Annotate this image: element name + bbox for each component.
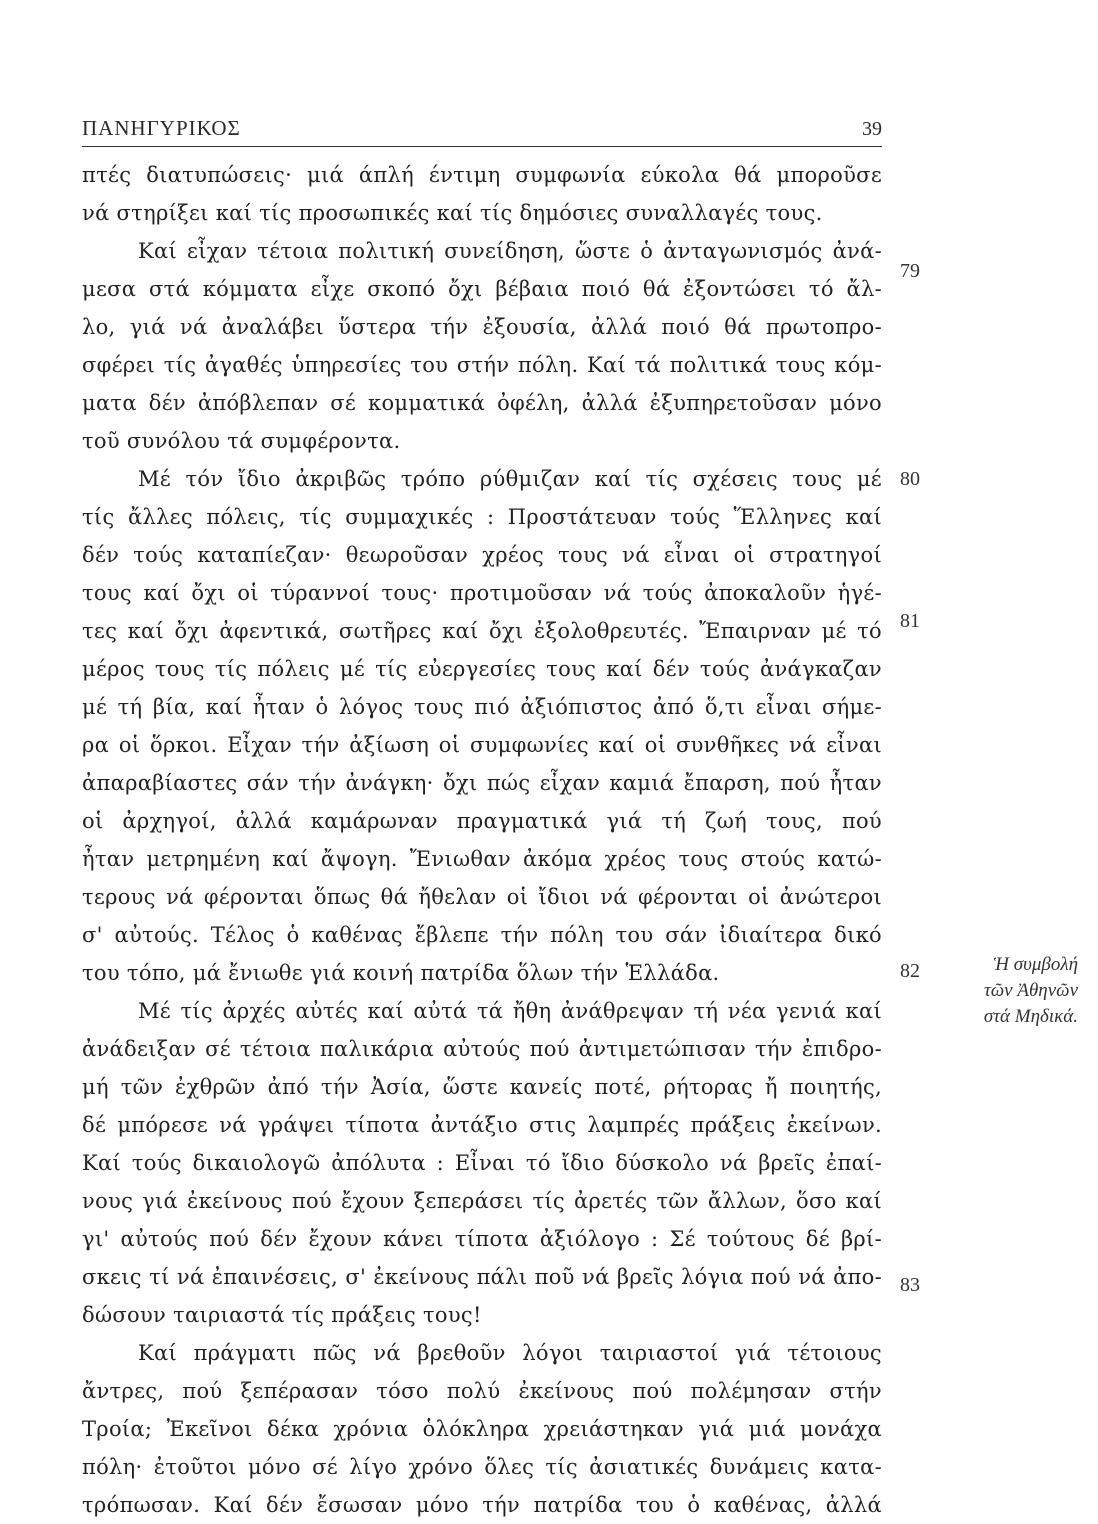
margin-note-line: τῶν Ἀθηνῶν — [983, 980, 1078, 1001]
text-line: δέ μπόρεσε νά γράψει τίποτα ἀντάξιο στις λαμπρές πράξεις ἐκείνων. — [82, 1113, 882, 1137]
text-line: μή τῶν ἐχθρῶν ἀπό τήν Ἀσία, ὥστε κανείς ποτέ, ρήτορας ἤ ποιητής, — [82, 1075, 882, 1099]
text-line: νά στηρίξει καί τίς προσωπικές καί τίς δημόσιες συναλλαγές τους. — [82, 201, 823, 225]
text-line: μεσα στά κόμματα εἶχε σκοπό ὄχι βέβαια ποιό θά ἐξοντώσει τό ἄλ- — [82, 277, 882, 301]
text-line: πτές διατυπώσεις· μιά άπλή έντιμη συμφωνία εύκολα θά μποροῦσε — [82, 163, 882, 187]
text-line: τους καί ὄχι οἱ τύραννοί τους· προτιμοῦσαν νά τούς ἀποκαλοῦν ἡγέ- — [82, 581, 882, 605]
section-marker-83: 83 — [900, 1274, 920, 1296]
text-line: δέν τούς καταπίεζαν· θεωροῦσαν χρέος τους νά εἶναι οἱ στρατηγοί — [82, 543, 882, 567]
text-line: ἀνάδειξαν σέ τέτοια παλικάρια αὐτούς πού ἀντιμετώπισαν τήν ἐπιδρο- — [82, 1037, 882, 1061]
text-line: ρα οἱ ὅρκοι. Εἶχαν τήν ἀξίωση οἱ συμφωνίες καί οἱ συνθῆκες νά εἶναι — [82, 733, 882, 757]
text-line: ἀπαραβίαστες σάν τήν ἀνάγκη· ὄχι πώς εἶχαν καμιά ἔπαρση, πού ἦταν — [82, 771, 882, 795]
text-line: τες καί ὄχι ἀφεντικά, σωτῆρες καί ὄχι ἐξολοθρευτές. Ἔπαιρναν μέ τό — [82, 619, 882, 643]
text-line: τρόπωσαν. Καί δέν ἔσωσαν μόνο τήν πατρίδα του ὁ καθένας, ἀλλά — [82, 1493, 882, 1517]
text-line: Καί εἶχαν τέτοια πολιτική συνείδηση, ὥστε ὁ ἀνταγωνισμός ἀνά- — [138, 239, 882, 263]
text-line: Καί τούς δικαιολογῶ ἀπόλυτα : Εἶναι τό ἴδιο δύσκολο νά βρεῖς ἐπαί- — [82, 1151, 882, 1175]
section-marker-81: 81 — [900, 610, 920, 632]
text-line: μέρος τους τίς πόλεις μέ τίς εὐεργεσίες τους καί δέν τούς ἀνάγκαζαν — [82, 657, 882, 681]
text-line: μέ τή βία, καί ἦταν ὁ λόγος τους πιό ἀξιόπιστος ἀπό ὅ,τι εἶναι σήμε- — [82, 695, 882, 719]
text-line: νους γιά ἐκείνους πού ἔχουν ξεπεράσει τίς ἀρετές τῶν ἄλλων, ὅσο καί — [82, 1189, 882, 1213]
margin-note-line: Ἡ συμβολή — [993, 954, 1078, 975]
running-head — [82, 116, 882, 148]
section-marker-79: 79 — [900, 260, 920, 282]
text-line: δώσουν ταιριαστά τίς πράξεις τους! — [82, 1303, 482, 1327]
text-line: σφέρει τίς ἀγαθές ὑπηρεσίες του στήν πόλη. Καί τά πολιτικά τους κόμ- — [82, 353, 882, 377]
text-line: πόλη· ἐτοῦτοι μόνο σέ λίγο χρόνο ὅλες τίς ἀσιατικές δυνάμεις κατα- — [82, 1455, 882, 1479]
body-text — [82, 156, 882, 1524]
section-marker-80: 80 — [900, 468, 920, 490]
text-line: γι' αὐτούς πού δέν ἔχουν κάνει τίποτα ἀξιόλογο : Σέ τούτους δέ βρί- — [82, 1227, 882, 1251]
text-line: οἱ ἀρχηγοί, ἀλλά καμάρωναν πραγματικά γιά τή ζωή τους, πού — [82, 809, 882, 833]
margin-note-line: στά Μηδικά. — [983, 1006, 1078, 1027]
text-line: Μέ τόν ἴδιο ἀκριβῶς τρόπο ρύθμιζαν καί τίς σχέσεις τους μέ — [138, 467, 882, 491]
text-line: ἄντρες, πού ξεπέρασαν τόσο πολύ ἐκείνους πού πολέμησαν στήν — [82, 1379, 882, 1403]
text-line: σ' αὐτούς. Τέλος ὁ καθένας ἔβλεπε τήν πόλη του σάν ἰδιαίτερα δικό — [82, 923, 882, 947]
text-line: Τροία; Ἐκεῖνοι δέκα χρόνια ὁλόκληρα χρειάστηκαν γιά μιά μονάχα — [82, 1417, 882, 1441]
text-line: τερους νά φέρονται ὅπως θά ἤθελαν οἱ ἴδιοι νά φέρονται οἱ ἀνώτεροι — [82, 885, 882, 909]
text-line: ἦταν μετρημένη καί ἄψογη. Ἔνιωθαν ἀκόμα χρέος τους στούς κατώ- — [82, 847, 882, 871]
text-line: σκεις τί νά ἐπαινέσεις, σ' ἐκείνους πάλι ποῦ νά βρεῖς λόγια πού νά ἀπο- — [82, 1265, 882, 1289]
section-marker-82: 82 — [900, 960, 920, 982]
text-line: του τόπο, μά ἔνιωθε γιά κοινή πατρίδα ὅλων τήν Ἑλλάδα. — [82, 961, 720, 985]
margin-note — [918, 952, 1078, 1030]
page-number: 39 — [862, 118, 882, 140]
text-line: ματα δέν ἀπόβλεπαν σέ κομματικά ὀφέλη, ἀλλά ἐξυπηρετοῦσαν μόνο — [82, 391, 882, 415]
text-line: Καί πράγματι πῶς νά βρεθοῦν λόγοι ταιριαστοί γιά τέτοιους — [138, 1341, 882, 1365]
text-line: λο, γιά νά ἀναλάβει ὕστερα τήν ἐξουσία, ἀλλά ποιό θά πρωτοπρο- — [82, 315, 882, 339]
running-title: ΠΑΝΗΓΥΡΙΚΟΣ — [82, 116, 241, 140]
text-line: Μέ τίς ἀρχές αὐτές καί αὐτά τά ἤθη ἀνάθρεψαν τή νέα γενιά καί — [138, 999, 882, 1023]
header-rule — [82, 146, 882, 147]
text-line: τοῦ συνόλου τά συμφέροντα. — [82, 429, 401, 453]
text-line: τίς ἄλλες πόλεις, τίς συμμαχικές : Προστάτευαν τούς Ἕλληνες καί — [82, 505, 882, 529]
